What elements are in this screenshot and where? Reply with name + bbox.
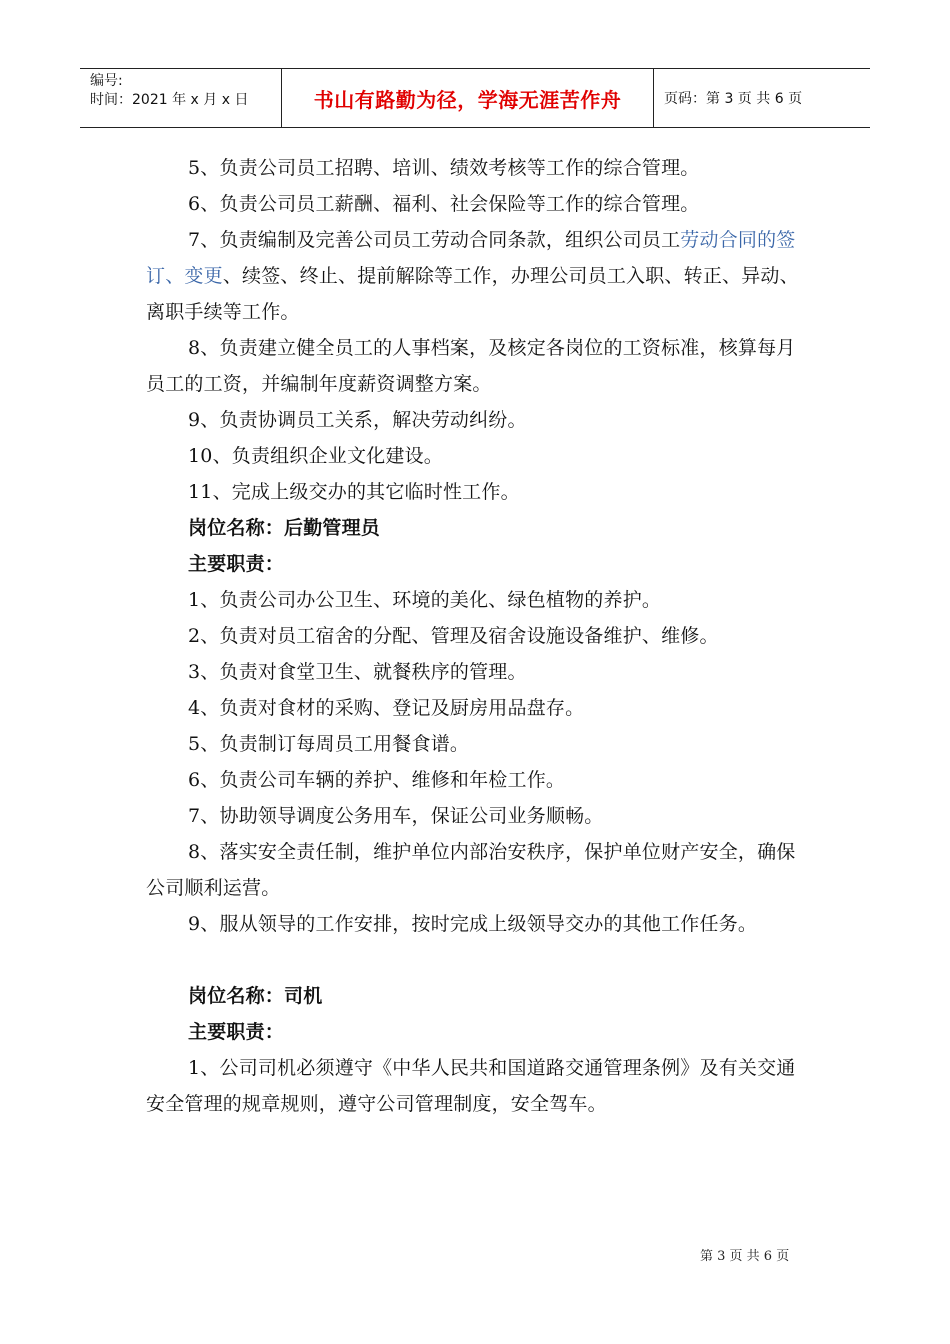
header-meta [80,69,282,127]
document-date: 时间：2021 年 x 月 x 日 [90,92,249,108]
document-number: 编号: [90,73,123,89]
paragraph: 5、负责制订每周员工用餐食谱。 [188,733,470,755]
paragraph: 8、落实安全责任制，维护单位内部治安秩序，保护单位财产安全，确保公司顺利运营。 [146,841,796,899]
paragraph: 1、公司司机必须遵守《中华人民共和国道路交通管理条例》及有关交通安全管理的规章规则，遵守公司管理制度，安全驾车。 [146,1057,796,1115]
paragraph: 1、负责公司办公卫生、环境的美化、绿色植物的养护。 [188,589,662,611]
paragraph-text: 7、负责编制及完善公司员工劳动合同条款，组织公司员工 [188,229,681,251]
paragraph: 6、负责公司车辆的养护、维修和年检工作。 [188,769,566,791]
section-subheading: 主要职责： [188,1021,285,1043]
page-header [80,68,870,128]
paragraph: 10、负责组织企业文化建设。 [188,445,443,467]
paragraph: 5、负责公司员工招聘、培训、绩效考核等工作的综合管理。 [188,157,700,179]
paragraph: 8、负责建立健全员工的人事档案，及核定各岗位的工资标准，核算每月员工的工资，并编制年度薪资调整方案。 [146,337,796,395]
header-page-number: 页码：第 3 页 共 6 页 [664,91,803,107]
document-body [146,150,806,1122]
page-footer-number: 第 3 页 共 6 页 [700,1249,790,1264]
paragraph-text: 、续签、终止、提前解除等工作，办理公司员工入职、转正、异动、离职手续等工作。 [146,265,799,323]
paragraph [146,222,806,330]
paragraph: 4、负责对食材的采购、登记及厨房用品盘存。 [188,697,585,719]
paragraph: 7、协助领导调度公务用车，保证公司业务顺畅。 [188,805,604,827]
paragraph: 9、服从领导的工作安排，按时完成上级领导交办的其他工作任务。 [188,913,758,935]
blank-line [146,942,806,978]
section-heading: 岗位名称：后勤管理员 [188,517,381,539]
paragraph: 9、负责协调员工关系，解决劳动纠纷。 [188,409,527,431]
paragraph: 11、完成上级交办的其它临时性工作。 [188,481,520,503]
paragraph: 3、负责对食堂卫生、就餐秩序的管理。 [188,661,527,683]
section-heading: 岗位名称：司机 [188,985,323,1007]
paragraph: 6、负责公司员工薪酬、福利、社会保险等工作的综合管理。 [188,193,700,215]
paragraph: 2、负责对员工宿舍的分配、管理及宿舍设施设备维护、维修。 [188,625,719,647]
header-motto: 书山有路勤为径，学海无涯苦作舟 [282,69,654,127]
section-subheading: 主要职责： [188,553,285,575]
contract-link[interactable]: 劳动合同的签订、变更 [146,229,796,287]
